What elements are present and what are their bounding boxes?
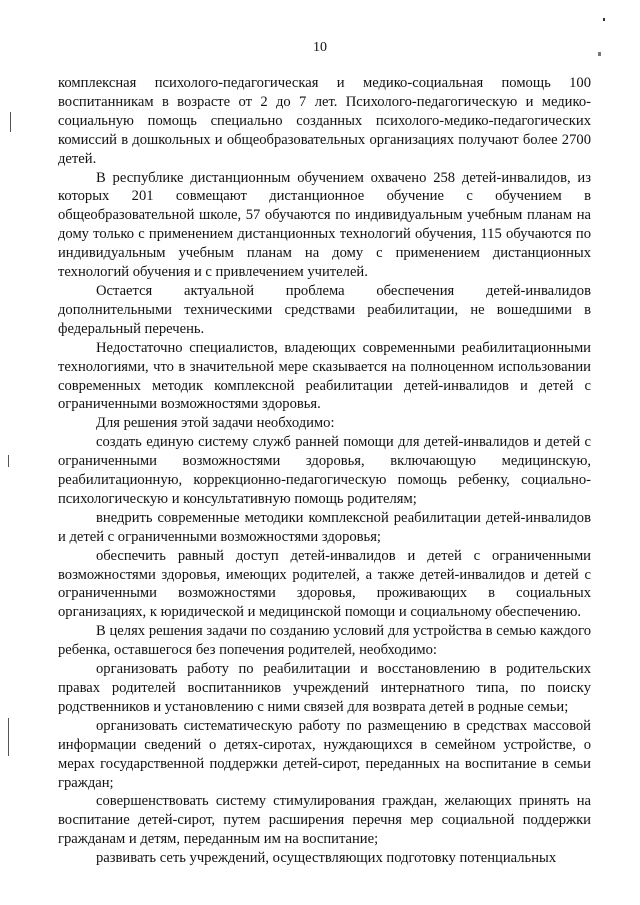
scan-margin-line [10,112,11,132]
document-body [58,74,591,868]
scan-margin-line [8,718,9,756]
paragraph: совершенствовать систему стимулирования граждан, желающих принять на воспитание детей-сирот, путем расширения перечня мер социальной поддержки гражданам и детям, переданным им на воспитание; [58,793,591,848]
page-number: 10 [313,40,327,55]
paragraph: обеспечить равный доступ детей-инвалидов и детей с ограниченными возможностями здоровья, имеющих родителей, а также детей-инвалидов и детей с ограниченными возможностями здоровья, проживающих в социальных организациях, к юридической и медицинской помощи и социальному обеспечению. [58,547,591,621]
scan-margin-line [8,455,9,467]
scan-speck [598,52,601,56]
paragraph: В целях решения задачи по созданию условий для устройства в семью каждого ребенка, оставшегося без попечения родителей, необходимо: [58,623,591,659]
scan-speck [603,18,605,21]
paragraph: развивать сеть учреждений, осуществляющих подготовку потенциальных [96,850,557,867]
paragraph: Для решения этой задачи необходимо: [96,415,335,432]
paragraph: создать единую систему служб ранней помощи для детей-инвалидов и детей с ограниченными возможностями здоровья, включающую медицинскую, реабилитационную, коррекционно-педагогическую помощь ребенку, социально-психологическую и консультативную помощь родителям; [58,434,591,507]
paragraph: Недостаточно специалистов, владеющих современными реабилитационными технологиями, что в значительной мере сказывается на полноценном использовании современных методик комплексной реабилитации детей-инвалидов и детей с ограниченными возможностями здоровья. [58,339,591,413]
paragraph: Остается актуальной проблема обеспечения детей-инвалидов дополнительными техническими средствами реабилитации, не вошедшими в федеральный перечень. [58,282,591,337]
paragraph: организовать систематическую работу по размещению в средствах массовой информации сведений о детях-сиротах, нуждающихся в семейном устройстве, о мерах государственной поддержки детей-сирот, переданных на воспитание в семьи граждан; [58,717,591,791]
paragraph: организовать работу по реабилитации и восстановлению в родительских правах родителей воспитанников учреждений интернатного типа, по поиску родственников и установлению с ними связей для возврата детей в родные семьи; [58,661,591,715]
paragraph: В республике дистанционным обучением охвачено 258 детей-инвалидов, из которых 201 совмещают дистанционное обучение с обучением в общеобразовательной школе, 57 обучаются по индивидуальным учебным планам на дому только с применением дистанционных технологий обучения, 115 обучаются по индивидуальным учебным планам на дому с применением дистанционных технологий обучения и с привлечением учителей. [58,169,591,281]
paragraph: комплексная психолого-педагогическая и медико-социальная помощь 100 воспитанникам в возрасте от 2 до 7 лет. Психолого-педагогическую и медико-социальную помощь специально созданных психолого-медико-педагогических комиссий в дошкольных и общеобразовательных организациях получают более 2700 детей. [58,75,591,167]
paragraph: внедрить современные методики комплексной реабилитации детей-инвалидов и детей с ограниченными возможностями здоровья; [58,509,591,545]
